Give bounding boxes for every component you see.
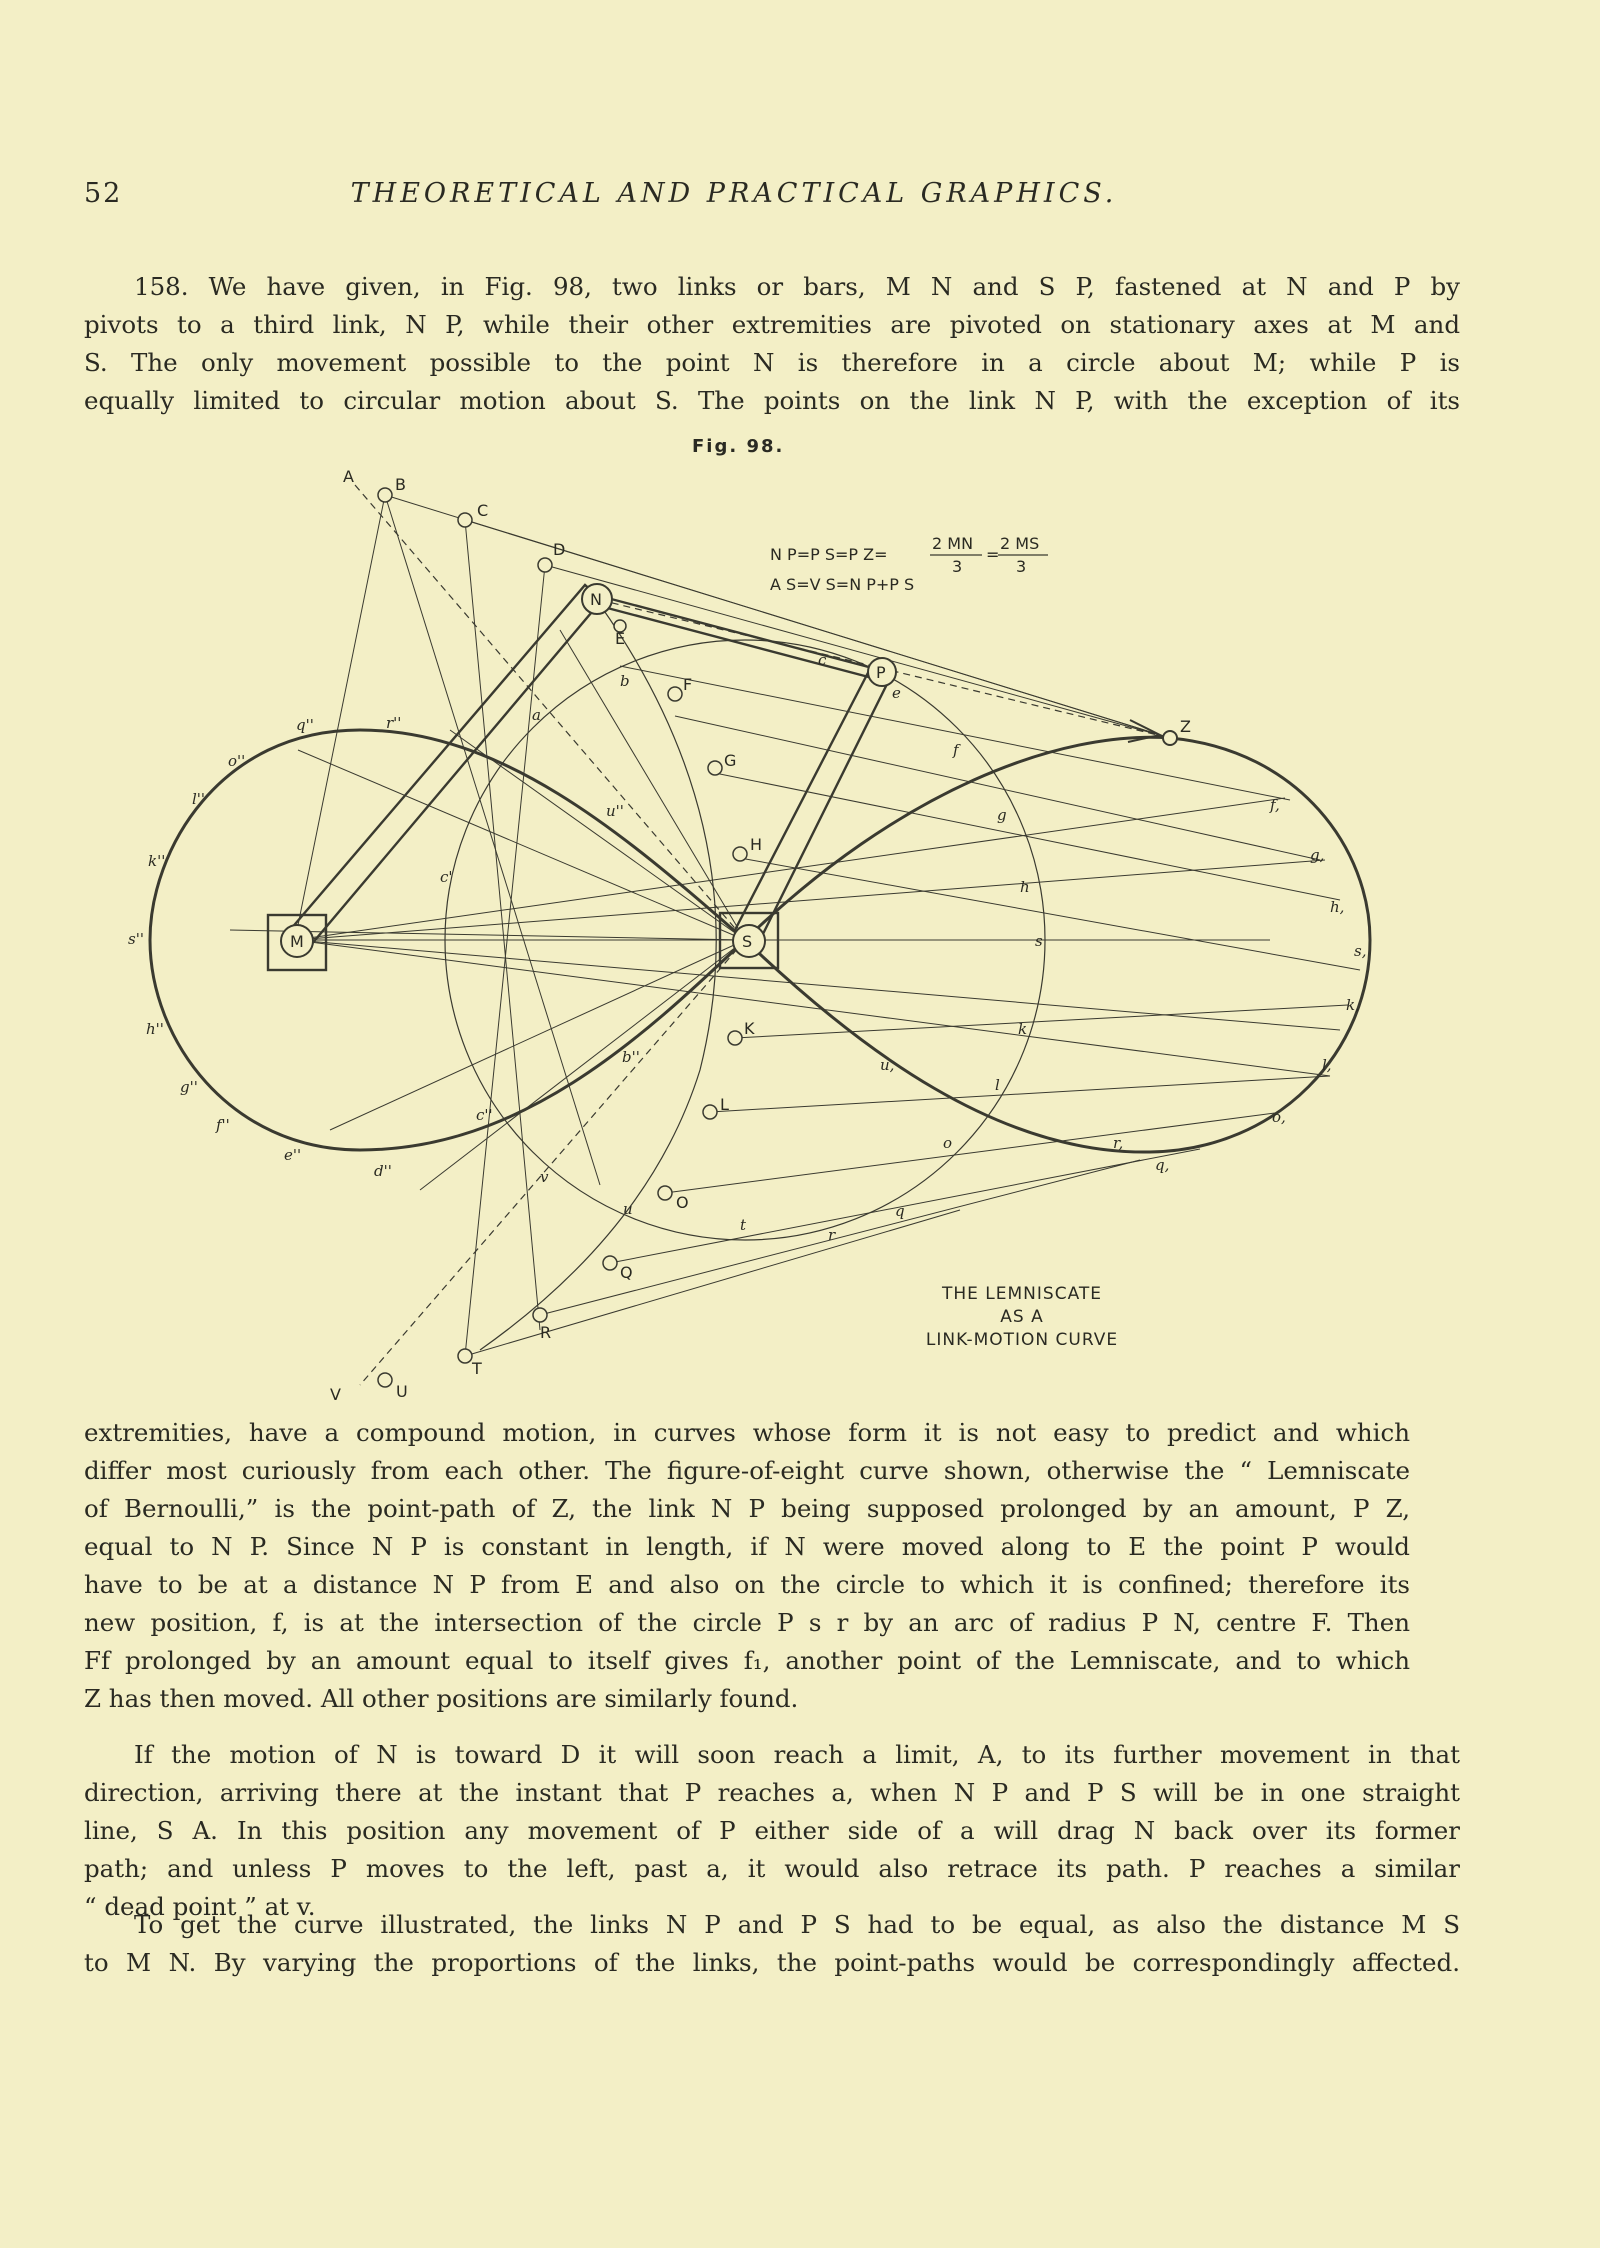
label-e2: e'' [284,1146,302,1164]
label-q1: q, [1155,1156,1170,1174]
label-c: c [818,651,827,669]
label-g2: g'' [180,1078,198,1096]
label-a: a [532,706,541,724]
label-q2: q'' [296,716,314,734]
label-h2: h'' [146,1020,164,1038]
point-label-e: E [615,629,626,648]
text-line: If the motion of N is toward D it will soon reach a limit, A, to its further movement in that [134,1740,1460,1769]
label-u2: u'' [606,802,624,820]
label-g: g [997,806,1007,824]
label-q: q [895,1202,905,1220]
point-z-icon [1163,731,1177,745]
text-line: have to be at a distance N P from E and also on the circle to which it is confined; therefore its [84,1570,1410,1599]
text-line: line, S A. In this position any movement of P either side of a will drag N back over its former [84,1816,1460,1845]
text-line: to M N. By varying the proportions of the links, the point-paths would be correspondingly affected. [84,1948,1460,1977]
paragraph-dead-point [84,1736,1460,1926]
label-s: s [1035,932,1043,950]
label-f: f [953,741,959,759]
text-line: path; and unless P moves to the left, past a, it would also retrace its path. P reaches a similar [84,1854,1460,1883]
text-line: pivots to a third link, N P, while their other extremities are pivoted on stationary axes at M and [84,310,1460,339]
figure-caption-line-3: LINK-MOTION CURVE [925,1330,1119,1350]
point-label-o: O [676,1193,689,1212]
formula-1-frac1-num: 2 MN [932,534,974,553]
point-label-g: G [724,751,737,770]
figure-caption-line-1: THE LEMNISCATE [941,1284,1103,1304]
figure-label: Fig. 98. [692,436,785,457]
label-t: t [740,1216,747,1234]
label-r: r [828,1226,836,1244]
figure-caption-line-2: AS A [1000,1307,1044,1327]
label-e: e [892,684,901,702]
label-c3: c' [440,868,453,886]
label-k1: k, [1346,996,1360,1014]
label-r1: r, [1113,1134,1124,1152]
point-label-t: T [472,1359,482,1378]
point-label-z: Z [1180,717,1191,736]
label-s1: s, [1354,942,1367,960]
paragraph-158 [84,268,1460,420]
text-line: extremities, have a compound motion, in curves whose form it is not easy to predict and which [84,1418,1410,1447]
point-label-f: F [683,675,693,694]
label-s2: s'' [128,930,144,948]
point-label-m: M [290,932,304,951]
point-label-b: B [395,475,406,494]
text-line: equally limited to circular motion about S. The points on the link N P, with the exception of its [84,386,1460,415]
point-label-h: H [750,835,763,854]
point-label-s: S [742,932,753,951]
label-c2: c'' [476,1106,493,1124]
label-b2: b'' [622,1048,640,1066]
label-l1: l, [1322,1056,1332,1074]
text-line: equal to N P. Since N P is constant in length, if N were moved along to E the point P would [84,1532,1410,1561]
formula-1-frac2-num: 2 MS [1000,534,1040,553]
label-r2: r'' [386,714,402,732]
arc-through-points [480,602,716,1350]
formula-1-left: N P=P S=P Z= [770,545,888,564]
label-o1: o, [1272,1108,1286,1126]
link-bars [290,585,892,952]
point-label-r: R [540,1323,552,1342]
text-line: of Bernoulli,” is the point-path of Z, the link N P being supposed prolonged by an amount, P Z, [84,1494,1410,1523]
point-label-a: A [343,467,354,486]
formula-2: A S=V S=N P+P S [770,575,915,594]
point-label-l: L [720,1095,729,1114]
text-line: S. The only movement possible to the point N is therefore in a circle about M; while P is [84,348,1460,377]
formula-1-frac2-den: 3 [1016,557,1027,576]
label-o2: o'' [228,752,246,770]
paragraph-proportions [84,1906,1460,1982]
label-u: u [623,1200,633,1218]
formula-1-frac1-den: 3 [952,557,963,576]
point-label-k: K [744,1019,755,1038]
text-line: direction, arriving there at the instant that P reaches a, when N P and P S will be in one straight [84,1778,1460,1807]
text-line: new position, f, is at the intersection of the circle P s r by an arc of radius P N, centre F. Then [84,1608,1410,1637]
formula-block [770,534,1048,594]
label-l2: l'' [192,790,206,808]
figure-98 [0,430,1600,1410]
point-label-v: V [330,1385,341,1404]
label-u1: u, [880,1056,895,1074]
point-markers [378,488,747,1387]
label-o: o [943,1134,953,1152]
point-label-c: C [477,501,489,520]
paragraph-lemniscate [84,1414,1410,1718]
label-f1: f, [1270,796,1280,814]
point-label-p: P [876,663,886,682]
label-k2: k'' [148,852,166,870]
point-label-u: U [396,1382,408,1401]
label-v: v [540,1168,549,1186]
page-number: 52 [84,178,123,209]
text-line: Z has then moved. All other positions are similarly found. [84,1684,799,1713]
label-h1: h, [1330,898,1345,916]
construction-lines [230,495,1360,1356]
label-k: k [1018,1020,1028,1038]
text-line: differ most curiously from each other. The figure-of-eight curve shown, otherwise the “ Lemniscate [84,1456,1410,1485]
point-label-d: D [553,540,566,559]
label-b: b [620,672,630,690]
label-l: l [995,1076,1000,1094]
formula-1-eq: = [986,545,1000,564]
label-d2: d'' [374,1162,392,1180]
label-h: h [1020,878,1030,896]
running-title: THEORETICAL AND PRACTICAL GRAPHICS. [350,178,1118,209]
label-g1: g, [1310,846,1325,864]
point-label-n: N [590,590,602,609]
point-label-q: Q [620,1263,633,1282]
text-line: To get the curve illustrated, the links N P and P S had to be equal, as also the distance M S [134,1910,1460,1939]
text-line: 158. We have given, in Fig. 98, two links or bars, M N and S P, fastened at N and P by [134,272,1460,301]
label-f2: f'' [216,1116,230,1134]
text-line: “ dead point ” at v. [84,1892,316,1921]
text-line: Ff prolonged by an amount equal to itself gives f₁, another point of the Lemniscate, and to which [84,1646,1410,1675]
